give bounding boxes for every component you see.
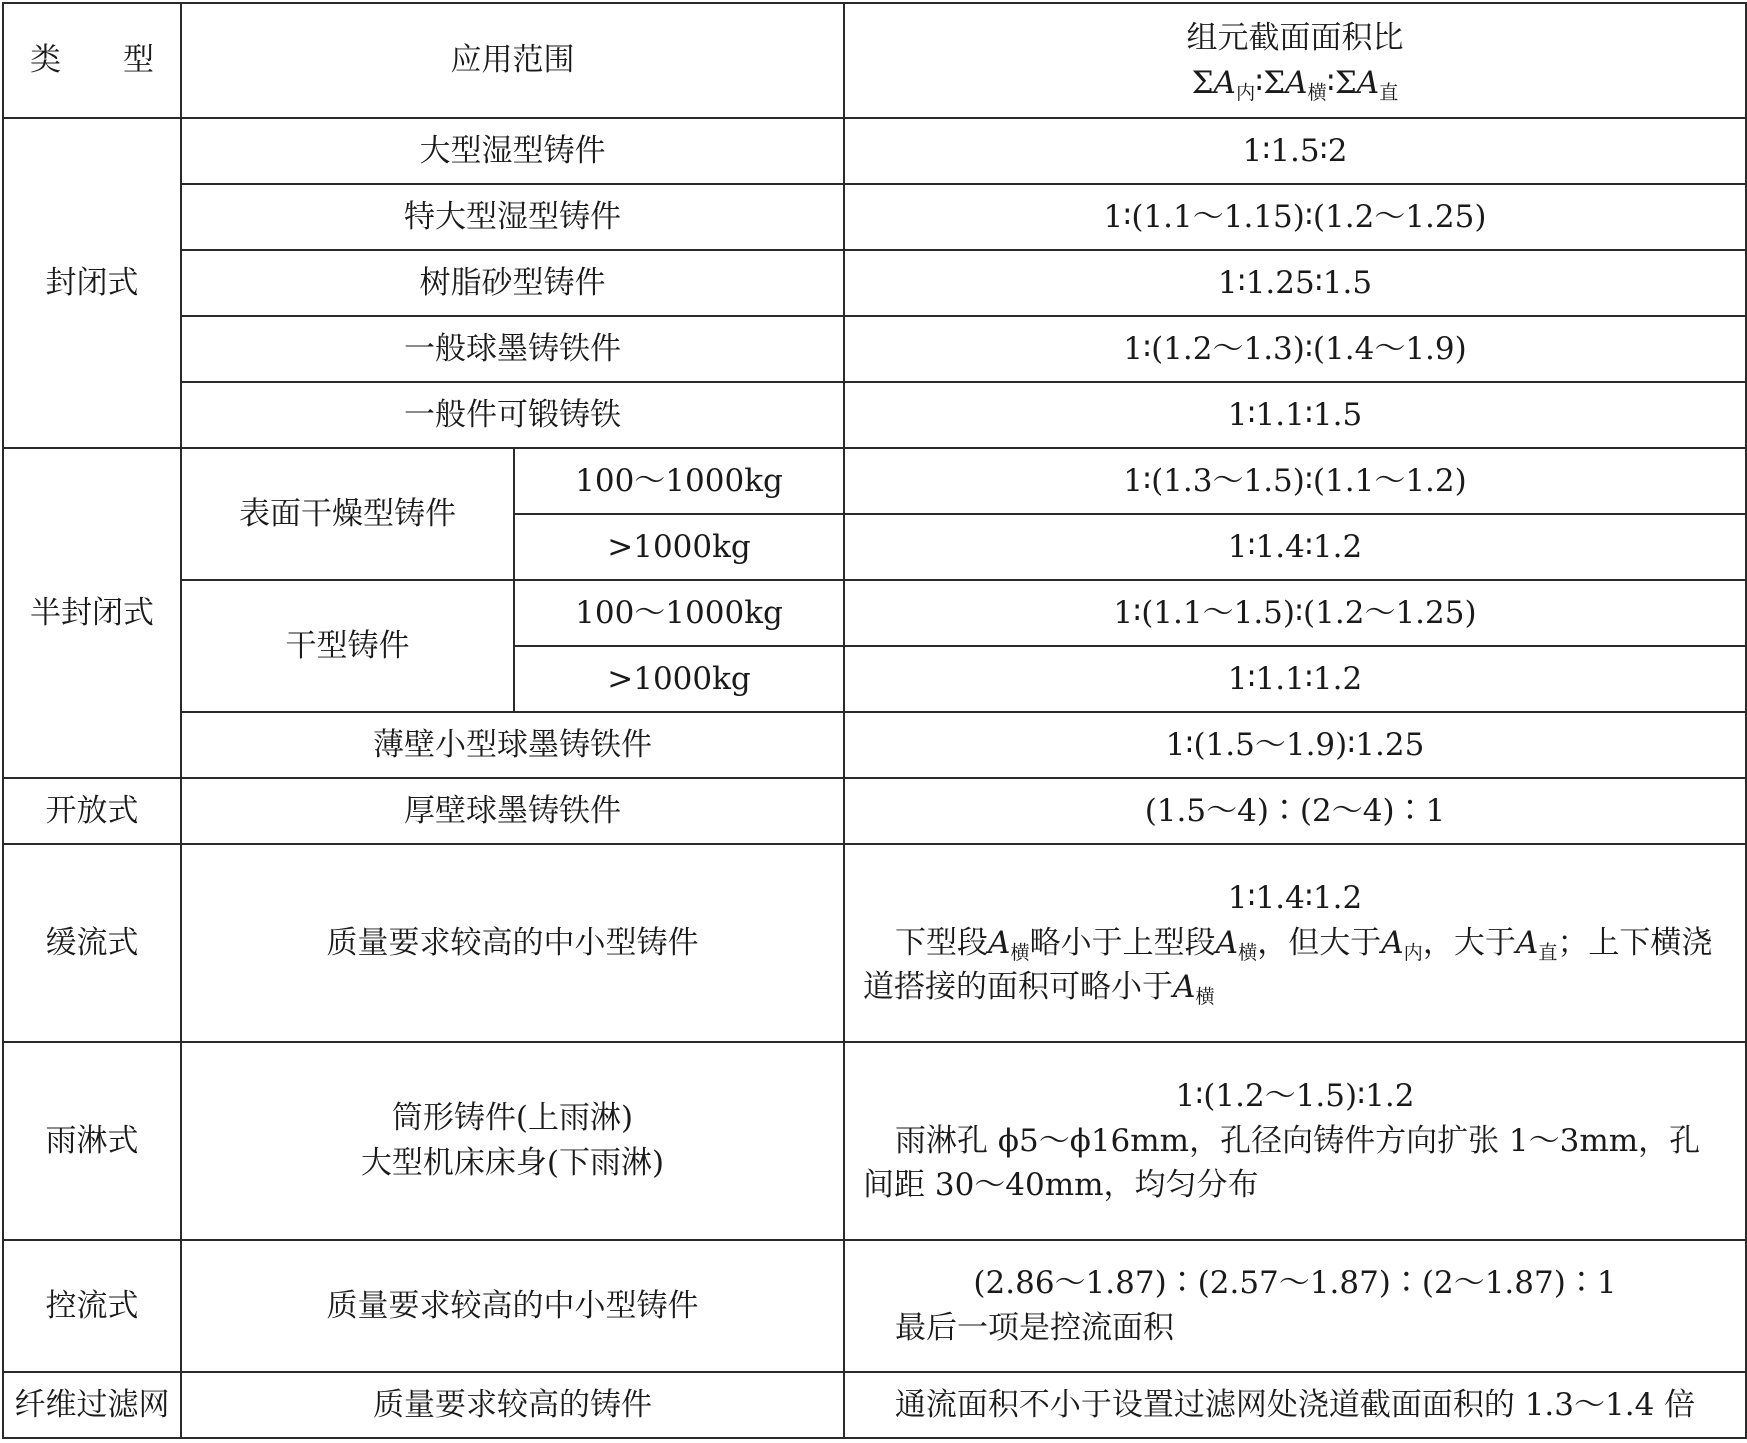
ratio-cell: 1∶1.1∶1.2 — [844, 646, 1746, 712]
range-cell — [181, 1042, 844, 1240]
ratio-cell: 1∶(1.2～1.3)∶(1.4～1.9) — [844, 316, 1746, 382]
ratio-cell: 1∶(1.1～1.5)∶(1.2～1.25) — [844, 580, 1746, 646]
range-cell: 树脂砂型铸件 — [181, 250, 844, 316]
header-ratio — [844, 3, 1746, 118]
ratio-note: 雨淋孔 ϕ5～ϕ16mm，孔径向铸件方向扩张 1～3mm，孔间距 30～40mm，均匀分布 — [863, 1122, 1701, 1204]
range-cell: 一般球墨铸铁件 — [181, 316, 844, 382]
range-cell: 一般件可锻铸铁 — [181, 382, 844, 448]
sub-cell: 100～1000kg — [514, 448, 844, 514]
range-line: 大型机床床身(下雨淋) — [360, 1145, 665, 1181]
ratio-note: 最后一项是控流面积 — [895, 1310, 1174, 1346]
type-cell-fiber-filter: 纤维过滤网 — [3, 1372, 181, 1438]
ratio-line: 1∶1.4∶1.2 — [1227, 879, 1363, 916]
ratio-cell — [844, 1042, 1746, 1240]
header-range: 应用范围 — [181, 3, 844, 118]
ratio-cell: 通流面积不小于设置过滤网处浇道截面面积的 1.3～1.4 倍 — [844, 1372, 1746, 1438]
ratio-cell: 1∶(1.5～1.9)∶1.25 — [844, 712, 1746, 778]
range-cell: 特大型湿型铸件 — [181, 184, 844, 250]
header-row — [3, 3, 1746, 118]
type-cell-controlled: 控流式 — [3, 1240, 181, 1372]
ratio-cell: 1∶1.25∶1.5 — [844, 250, 1746, 316]
table-row — [3, 250, 1746, 316]
ratio-line: (2.86～1.87)∶(2.57～1.87)∶(2～1.87)∶1 — [973, 1265, 1617, 1302]
type-cell-shower: 雨淋式 — [3, 1042, 181, 1240]
table-row — [3, 580, 1746, 646]
type-cell-open: 开放式 — [3, 778, 181, 844]
ratio-line: 1∶(1.2～1.5)∶1.2 — [1175, 1077, 1415, 1114]
table-row — [3, 448, 1746, 514]
header-ratio-title: 组元截面面积比 — [1186, 19, 1404, 56]
range-cell: 质量要求较高的中小型铸件 — [181, 1240, 844, 1372]
range-cell-surface-dry: 表面干燥型铸件 — [181, 448, 514, 580]
ratio-cell: 1∶1.1∶1.5 — [844, 382, 1746, 448]
sub-cell: >1000kg — [514, 514, 844, 580]
ratio-cell: 1∶1.4∶1.2 — [844, 514, 1746, 580]
table-row — [3, 1240, 1746, 1372]
table-row — [3, 712, 1746, 778]
ratio-cell: (1.5～4)∶(2～4)∶1 — [844, 778, 1746, 844]
table-row — [3, 1372, 1746, 1438]
type-cell-semi-closed: 半封闭式 — [3, 448, 181, 778]
range-cell: 质量要求较高的中小型铸件 — [181, 844, 844, 1042]
ratio-cell: 1∶(1.1～1.15)∶(1.2～1.25) — [844, 184, 1746, 250]
header-ratio-formula: $\Sigma A_内∶\Sigma A_横∶\Sigma A_直$ — [1191, 64, 1399, 104]
table-row — [3, 1042, 1746, 1240]
ratio-cell: 1∶(1.3～1.5)∶(1.1～1.2) — [844, 448, 1746, 514]
table-row — [3, 382, 1746, 448]
table-row — [3, 316, 1746, 382]
range-cell: 质量要求较高的铸件 — [181, 1372, 844, 1438]
range-line: 筒形铸件(上雨淋) — [391, 1100, 634, 1137]
sub-cell: >1000kg — [514, 646, 844, 712]
ratio-cell — [844, 844, 1746, 1042]
range-cell: 厚壁球墨铸铁件 — [181, 778, 844, 844]
range-cell: 大型湿型铸件 — [181, 118, 844, 184]
table-row — [3, 844, 1746, 1042]
range-cell: 薄壁小型球墨铸铁件 — [181, 712, 844, 778]
table-row — [3, 778, 1746, 844]
gating-ratio-table — [2, 2, 1747, 1439]
sub-cell: 100～1000kg — [514, 580, 844, 646]
type-cell-closed: 封闭式 — [3, 118, 181, 448]
table-row — [3, 118, 1746, 184]
ratio-note: 下型段$A_横$略小于上型段$A_横$，但大于$A_内$，大于$A_直$；上下横浇道搭接的面积可略小于$A_横$ — [863, 924, 1713, 1009]
range-cell-dry: 干型铸件 — [181, 580, 514, 712]
type-cell-slow-flow: 缓流式 — [3, 844, 181, 1042]
ratio-cell — [844, 1240, 1746, 1372]
table-row — [3, 184, 1746, 250]
header-type: 类 型 — [3, 3, 181, 118]
ratio-cell: 1∶1.5∶2 — [844, 118, 1746, 184]
